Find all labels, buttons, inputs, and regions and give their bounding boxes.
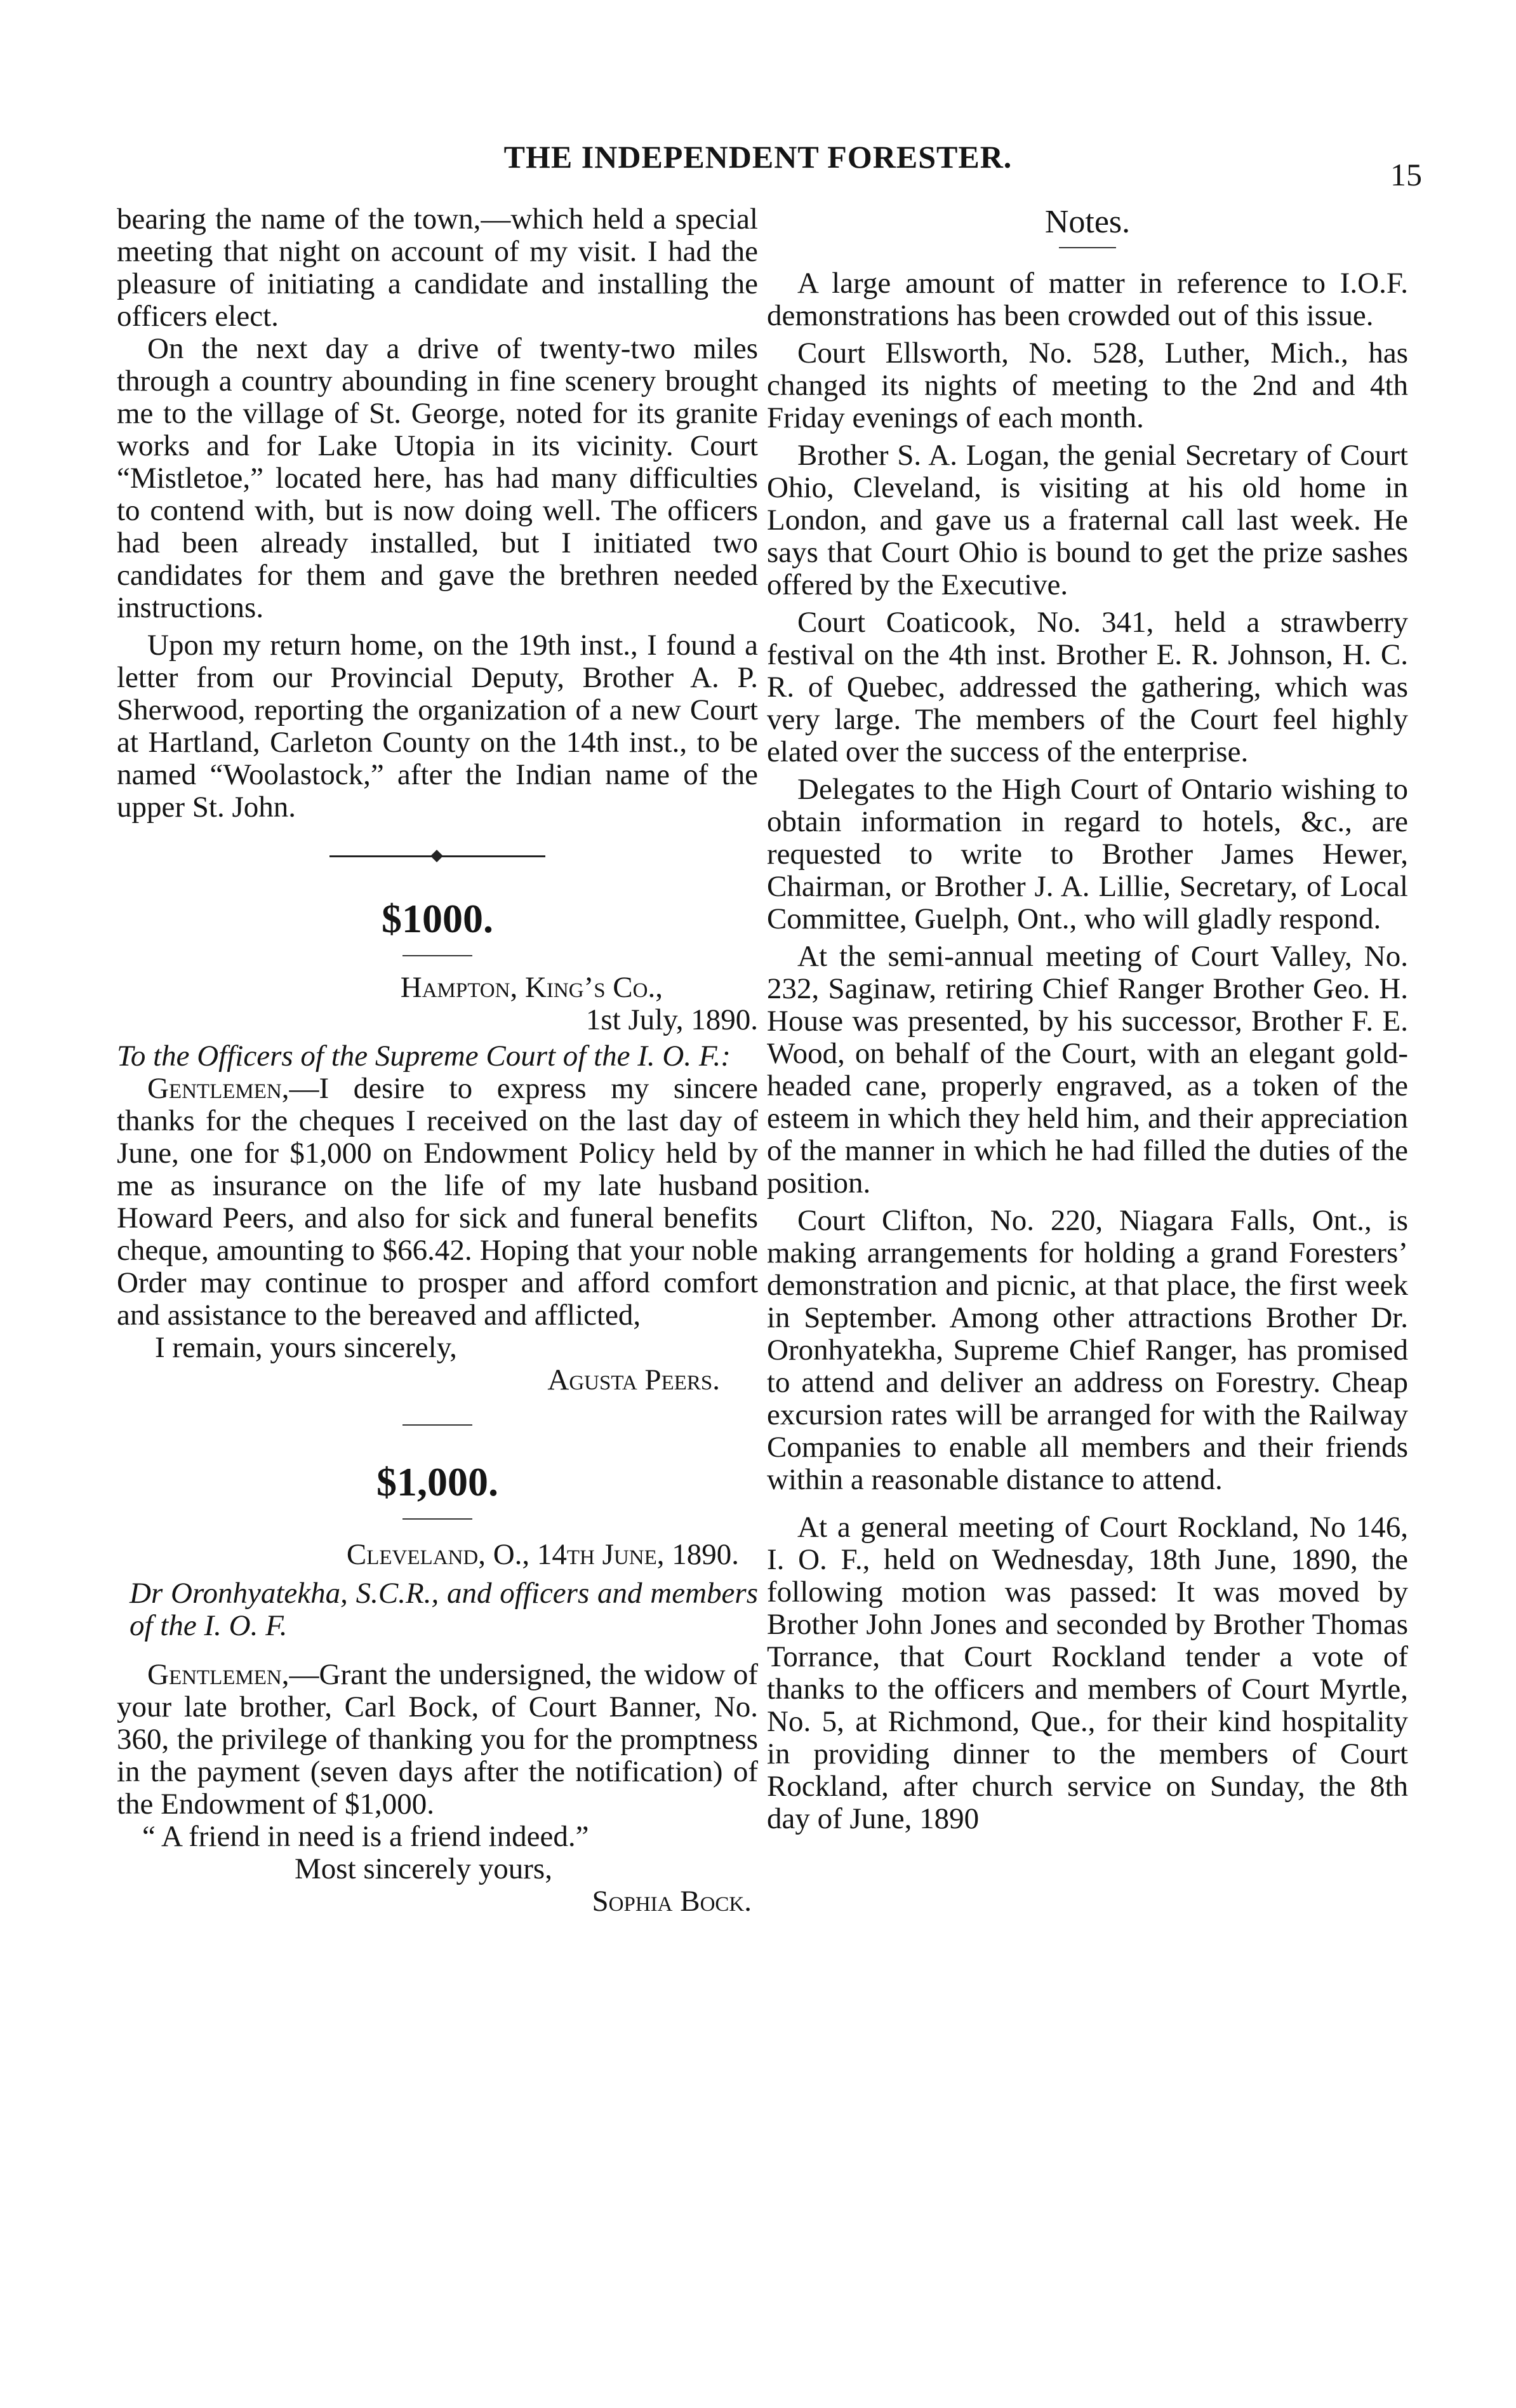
left-paragraph-2: On the next day a drive of twenty-two miles through a country abounding in fine scenery brought me to the village of St. George, noted for its granite works and for Lake Utopia in its vicinity. Court “Mistletoe,” located here, has had many difficulties to contend with, but is now doing well. The officers had been already installed, but I initiated two candidates for them and gave the brethren needed instructions. (117, 332, 758, 624)
letter1-place: Hampton, King’s Co., (400, 971, 663, 1004)
letter2-place-date: Cleveland, O., 14th June, 1890. (346, 1538, 739, 1571)
note-6: At the semi-annual meeting of Court Valley, No. 232, Saginaw, retiring Chief Ranger Brother Geo. H. House was presented, by his successor, Brother F. E. Wood, on behalf of the Court, with an elegant gold-headed cane, properly engraved, as a token of the esteem in which they held him, and their appreciation of the manner in which he had filled the duties of the position. (767, 940, 1408, 1200)
notes-heading: Notes. (1044, 204, 1131, 240)
letter2-salutation: Gentlemen, (147, 1658, 289, 1691)
letter1-body: —I desire to express my sincere thanks for the cheques I received on the last day of June, one for $1,000 on Endowment Policy held by me as insurance on the life of my late husband Howard Peers, and also for sick and funeral benefits cheque, amounting to $66.42. Hoping that your noble Order may continue to prosper and afford comfort and assistance to the bereaved and afflicted, (117, 1072, 758, 1332)
ornamental-rule (329, 855, 545, 857)
right-column (767, 203, 1408, 1835)
letter1-heading: $1000. (382, 896, 493, 941)
running-head: THE INDEPENDENT FORESTER. (503, 139, 1013, 175)
letter2-heading: $1,000. (376, 1459, 498, 1504)
letter2-quote: “ A friend in need is a friend indeed.” (142, 1820, 589, 1853)
letter1-address: To the Officers of the Supreme Court of the I. O. F.: (117, 1040, 731, 1073)
page-number: 15 (1390, 157, 1422, 192)
note-8: At a general meeting of Court Rockland, No 146, I. O. F., held on Wednesday, 18th June, 1890, the following motion was passed: It was moved by Brother John Jones and seconded by Brother Thomas Torrance, that Court Rockland tender a vote of thanks to the officers and members of Court Myrtle, No. 5, at Richmond, Que., for their kind hospitality in providing dinner to the members of Court Rockland, after church service on Sunday, the 8th day of June, 1890 (767, 1511, 1408, 1835)
letter2-body-block (117, 1659, 758, 1821)
letter2-heading-rule (402, 1518, 472, 1520)
ornament-diamond-icon (430, 850, 443, 862)
letter2-address: Dr Oronhyatekha, S.C.R., and officers and members of the I. O. F. (130, 1577, 758, 1642)
letter1-body-block (117, 1073, 758, 1332)
letter1-closing: I remain, yours sincerely, (155, 1331, 457, 1364)
letter1-date: 1st July, 1890. (585, 1003, 758, 1036)
left-paragraph-1: bearing the name of the town,—which held a special meeting that night on account of my visit. I had the pleasure of initiating a candidate and installing the officers elect. (117, 203, 758, 333)
letter1-signature: Agusta Peers. (547, 1363, 720, 1396)
letter2-signature: Sophia Bock. (592, 1885, 752, 1918)
letter2-body: —Grant the undersigned, the widow of your late brother, Carl Bock, of Court Banner, No. 360, the privilege of thanking you for the promptness in the payment (seven days after the notification) of the Endowment of $1,000. (117, 1658, 758, 1821)
note-7: Court Clifton, No. 220, Niagara Falls, Ont., is making arrangements for holding a grand Foresters’ demonstration and picnic, at that place, the first week in September. Among other attractions Brother Dr. Oronhyatekha, Supreme Chief Ranger, has promised to attend and deliver an address on Forestry. Cheap excursion rates will be arranged for with the Railway Companies to enable all members and their friends within a reasonable distance to attend. (767, 1204, 1408, 1496)
left-paragraph-3: Upon my return home, on the 19th inst., I found a letter from our Provincial Deputy, Brother A. P. Sherwood, reporting the organization of a new Court at Hartland, Carleton County on the 14th inst., to be named “Woolastock,” after the Indian name of the upper St. John. (117, 629, 758, 824)
note-4: Court Coaticook, No. 341, held a strawberry festival on the 4th inst. Brother E. R. Johnson, H. C. R. of Quebec, addressed the gathering, which was very large. The members of the Court feel highly elated over the success of the enterprise. (767, 606, 1408, 768)
letter1-heading-rule (402, 955, 472, 956)
note-2: Court Ellsworth, No. 528, Luther, Mich., has changed its nights of meeting to the 2nd and 4th Friday evenings of each month. (767, 337, 1408, 434)
letter2-closing: Most sincerely yours, (295, 1852, 552, 1885)
note-5: Delegates to the High Court of Ontario wishing to obtain information in regard to hotels, &c., are requested to write to Brother James Hewer, Chairman, or Brother J. A. Lillie, Secretary, of Local Committee, Guelph, Ont., who will gladly respond. (767, 773, 1408, 935)
section-divider (402, 1424, 472, 1426)
letter1-salutation: Gentlemen, (147, 1072, 289, 1105)
note-3: Brother S. A. Logan, the genial Secretary of Court Ohio, Cleveland, is visiting at his old home in London, and gave us a fraternal call last week. He says that Court Ohio is bound to get the prize sashes offered by the Executive. (767, 439, 1408, 601)
left-column (117, 203, 758, 1918)
note-1: A large amount of matter in reference to I.O.F. demonstrations has been crowded out of this issue. (767, 267, 1408, 332)
notes-heading-rule (1059, 247, 1116, 248)
